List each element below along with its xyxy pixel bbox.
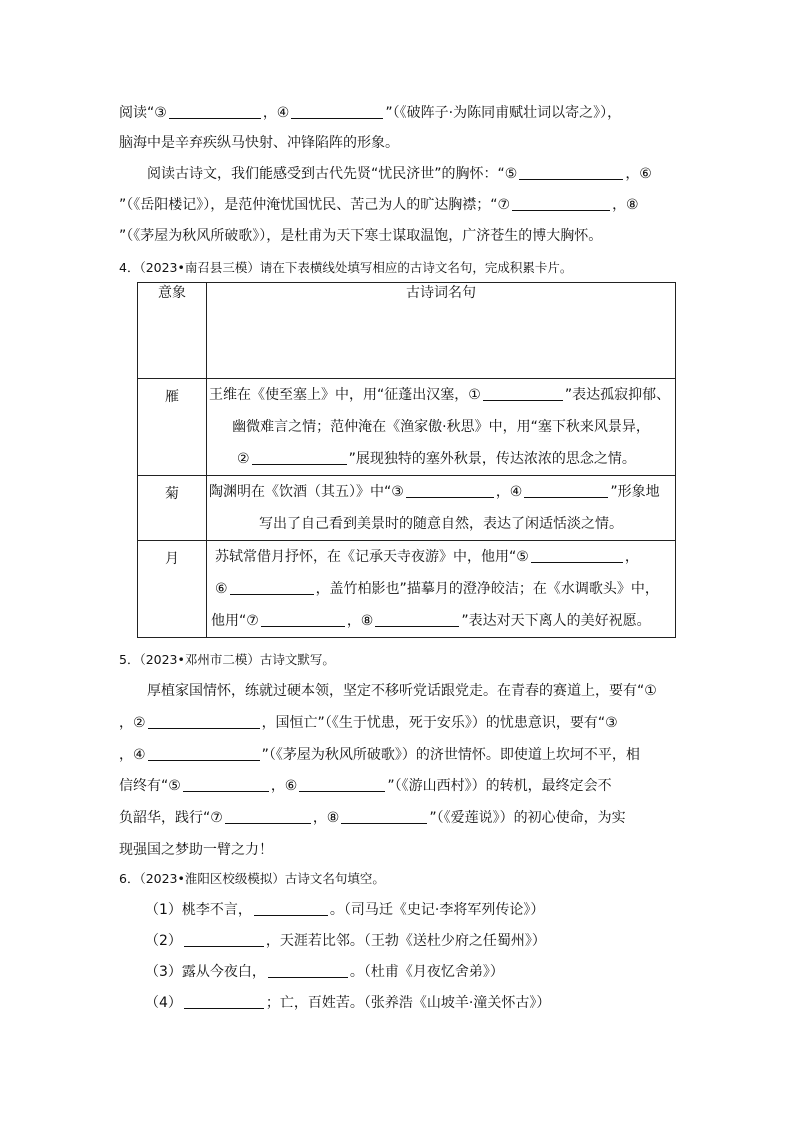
list-item: （4） ；亡，百姓苦。（张养浩《山坡羊·潼关怀古》） <box>145 995 551 1011</box>
question-4-heading: 4．（2023•南召县三模）请在下表横线处填写相应的古诗文名句，完成积累卡片。 <box>119 260 573 275</box>
text-line: ，④ ”（《茅屋为秋风所破歌》）的济世情怀。即使道上坎坷不平，相 <box>119 747 640 763</box>
answer-blank[interactable] <box>148 746 260 761</box>
accumulation-card-table <box>137 282 676 638</box>
answer-blank[interactable] <box>375 612 459 627</box>
text-line: 阅读“③ ，④ ”（《破阵子·为陈同甫赋壮词以寄之》）， <box>119 105 622 121</box>
answer-blank[interactable] <box>299 777 385 792</box>
answer-blank[interactable] <box>261 612 345 627</box>
text-line: ”（《茅屋为秋风所破歌》），是杜甫为天下寒士谋取温饱，广济苍生的博大胸怀。 <box>119 228 603 244</box>
column-header-verses: 古诗词名句 <box>207 283 676 379</box>
answer-blank[interactable] <box>252 450 347 465</box>
answer-blank[interactable] <box>230 580 314 595</box>
verse-cell: 王维在《使至塞上》中，用“征蓬出汉塞，① ”表达孤寂抑郁、 幽微难言之情；范仲淹在《渔家傲·秋思》中，用“塞下秋来风景异， ② ”展现独特的塞外秋景，传达浓浓的思念之情。 <box>207 379 676 476</box>
list-item: （3）露从今夜白， 。（杜甫《月夜忆舍弟》） <box>145 964 504 980</box>
answer-blank[interactable] <box>519 165 623 180</box>
text-line: 信终有“⑤ ，⑥ ”（《游山西村》）的转机，最终定会不 <box>119 778 612 794</box>
answer-blank[interactable] <box>341 809 427 824</box>
text-line: 厚植家国情怀，练就过硬本领，坚定不移听党话跟党走。在青春的赛道上，要有“① <box>147 683 657 699</box>
table-row <box>138 476 676 541</box>
answer-blank[interactable] <box>268 963 348 978</box>
answer-blank[interactable] <box>184 932 264 947</box>
answer-blank[interactable] <box>531 548 623 563</box>
table-row <box>138 541 676 638</box>
column-header-image: 意象 <box>138 283 207 379</box>
image-cell: 月 <box>138 541 207 638</box>
text-line: 负韶华，践行“⑦ ，⑧ ”（《爱莲说》）的初心使命，为实 <box>119 810 626 826</box>
table-row <box>138 379 676 476</box>
answer-blank[interactable] <box>483 386 563 401</box>
verse-cell: 陶渊明在《饮酒（其五）》中“③ ，④ ”形象地 写出了自己看到美景时的随意自然，表达了闲适恬淡之情。 <box>207 476 676 541</box>
answer-blank[interactable] <box>524 483 608 498</box>
list-item: （2） ，天涯若比邻。（王勃《送杜少府之任蜀州》） <box>145 933 546 949</box>
image-cell: 雁 <box>138 379 207 476</box>
answer-blank[interactable] <box>254 901 328 916</box>
answer-blank[interactable] <box>148 714 260 729</box>
verse-cell: 苏轼常借月抒怀，在《记承天寺夜游》中，他用“⑤ ， ⑥ ，盖竹柏影也”描摹月的澄净皎洁；在《水调歌头》中， 他用“⑦ ，⑧ ”表达对天下离人的美好祝愿。 <box>207 541 676 638</box>
answer-blank[interactable] <box>169 104 261 119</box>
answer-blank[interactable] <box>184 994 264 1009</box>
text-line: 现强国之梦助一臂之力！ <box>119 842 273 858</box>
image-cell: 菊 <box>138 476 207 541</box>
text-line: ”（《岳阳楼记》），是范仲淹忧国忧民、苦己为人的旷达胸襟；“⑦ ，⑧ <box>119 197 639 213</box>
question-5-heading: 5．（2023•邓州市二模）古诗文默写。 <box>119 652 335 667</box>
question-6-heading: 6．（2023•淮阳区校级模拟）古诗文名句填空。 <box>119 871 385 886</box>
text-line: 阅读古诗文，我们能感受到古代先贤“忧民济世”的胸怀：“⑤ ，⑥ <box>147 166 652 182</box>
answer-blank[interactable] <box>225 809 311 824</box>
text-line: ，② ，国恒亡”（《生于忧患，死于安乐》）的忧患意识，要有“③ <box>119 715 618 731</box>
answer-blank[interactable] <box>512 196 610 211</box>
answer-blank[interactable] <box>406 483 494 498</box>
answer-blank[interactable] <box>183 777 269 792</box>
answer-blank[interactable] <box>291 104 383 119</box>
text-line: 脑海中是辛弃疾纵马快射、冲锋陷阵的形象。 <box>119 135 399 151</box>
list-item: （1）桃李不言， 。（司马迁《史记·李将军列传论》） <box>145 902 545 918</box>
